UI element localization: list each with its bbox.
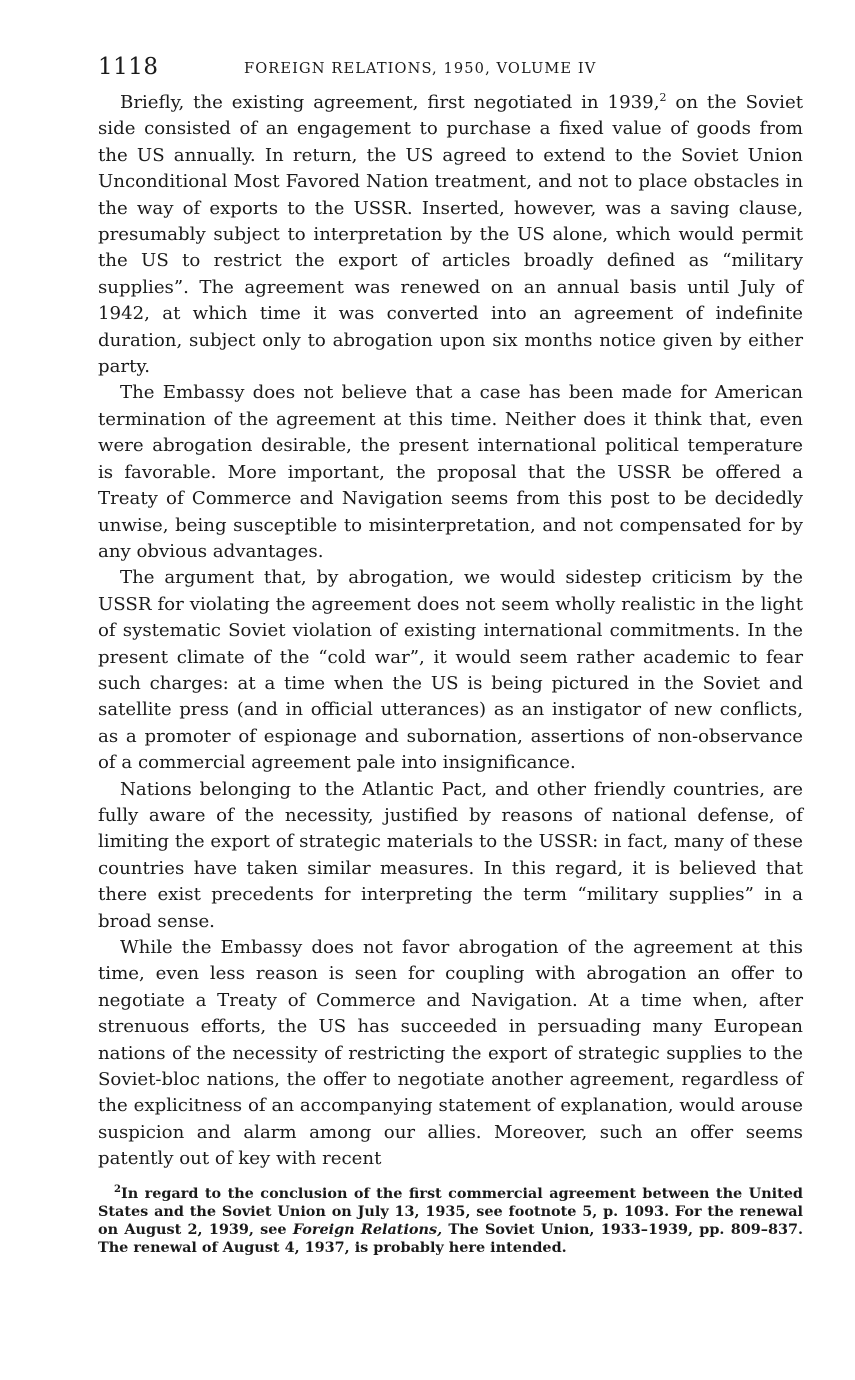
footnote-text-end: The Soviet Union, 1933–1939, pp. 809–837. The renewal of August 4, 1937, is probably here intended.: [98, 1220, 803, 1256]
footnote-reference: 2: [659, 90, 667, 104]
footnote-italic-title: Foreign Relations,: [292, 1220, 443, 1238]
paragraph-1: [98, 90, 803, 380]
page-header: [98, 54, 803, 90]
paragraph-1-rest: on the Soviet side consisted of an engagement to purchase a fixed value of goods from the US annually. In return, the US agreed to extend to the Soviet Union Unconditional Most Favored Nation treatment, and not to place obstacles in the way of exports to the USSR. Inserted, however, was a saving clause, presumably subject to interpretation by the US alone, which would permit the US to restrict the export of articles broadly defined as “military supplies”. The agreement was renewed on an annual basis until July of 1942, at which time it was converted into an agreement of indefinite duration, subject only to abrogation upon six months notice given by either party.: [98, 92, 803, 378]
footnote-marker: 2: [114, 1183, 121, 1195]
paragraph-4: Nations belonging to the Atlantic Pact, and other friendly countries, are fully aware of the necessity, justified by reasons of national defense, of limiting the export of strategic materials to the USSR: in fact, many of these countries have taken similar measures. In this regard, it is believed that there exist precedents for interpreting the term “military supplies” in a broad sense.: [98, 778, 803, 932]
paragraph-5: While the Embassy does not favor abrogation of the agreement at this time, even less reason is seen for coupling with abrogation an offer to negotiate a Treaty of Commerce and Navigation. At a time when, after strenuous efforts, the US has succeeded in persuading many European nations of the necessity of restricting the export of strategic supplies to the Soviet-bloc nations, the offer to negotiate another agreement, regardless of the explicitness of an accompanying statement of explanation, would arouse suspicion and alarm among our allies. Moreover, such an offer seems patently out of key with recent: [98, 937, 803, 1170]
paragraph-1-start: Briefly, the existing agreement, first negotiated in 1939,: [120, 92, 660, 113]
footnote: [98, 1185, 803, 1257]
page-number: 1118: [98, 54, 159, 80]
running-title: FOREIGN RELATIONS, 1950, VOLUME IV: [244, 60, 597, 77]
paragraph-2: The Embassy does not believe that a case has been made for American termination of the agreement at this time. Neither does it think that, even were abrogation desirable, the present international political temperature is favorable. More important, the proposal that the USSR be offered a Treaty of Commerce and Navigation seems from this post to be decidedly unwise, being susceptible to misinterpretation, and not compensated for by any obvious advantages.: [98, 382, 803, 562]
footnote-text-start: In regard to the conclusion of the first commercial agreement between the United States and the Soviet Union on July 13, 1935, see footnote 5, p. 1093. For the renewal on August 2, 1939, see: [98, 1184, 803, 1238]
document-page: [98, 54, 803, 1257]
body-text: [98, 90, 803, 1173]
paragraph-3: The argument that, by abrogation, we would sidestep criticism by the USSR for violating the agreement does not seem wholly realistic in the light of systematic Soviet violation of existing international commitments. In the present climate of the “cold war”, it would seem rather academic to fear such charges: at a time when the US is being pictured in the Soviet and satellite press (and in official utterances) as an instigator of new conflicts, as a promoter of espionage and subornation, assertions of non-observance of a commercial agreement pale into insignificance.: [98, 567, 803, 774]
